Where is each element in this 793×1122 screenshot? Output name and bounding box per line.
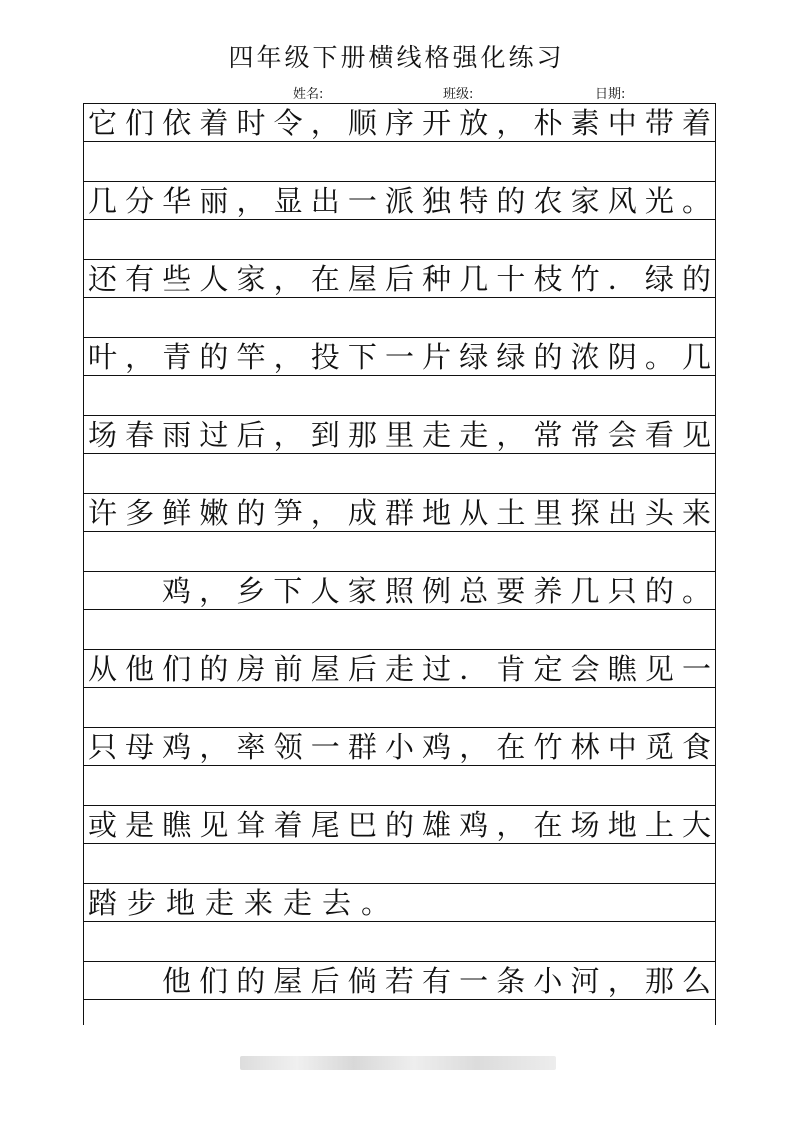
name-label: 姓名: (293, 87, 324, 102)
line-text: 只母鸡，率领一群小鸡，在竹林中觅食 (88, 730, 711, 764)
writing-line (84, 103, 715, 142)
line-text: 场春雨过后，到那里走走，常常会看见 (88, 418, 711, 452)
line-text: 它们依着时令，顺序开放，朴素中带着 (88, 106, 711, 140)
writing-line (84, 415, 715, 454)
writing-line (84, 181, 715, 220)
line-text: 踏步地走来走去。 (88, 886, 401, 920)
writing-sheet (83, 103, 716, 1025)
page-title: 四年级下册横线格强化练习 (228, 43, 565, 72)
writing-line (84, 259, 715, 298)
writing-line (84, 337, 715, 376)
writing-line (84, 493, 715, 532)
line-text: 从他们的房前屋后走过．肯定会瞧见一 (88, 652, 711, 686)
writing-line (84, 805, 715, 844)
line-text: 他们的屋后倘若有一条小河，那么 (162, 964, 711, 998)
line-text: 叶，青的竿，投下一片绿绿的浓阴。几 (88, 340, 711, 374)
writing-line (84, 961, 715, 1000)
date-label: 日期: (595, 87, 626, 102)
line-text: 几分华丽，显出一派独特的农家风光。 (88, 184, 711, 218)
writing-line (84, 571, 715, 610)
line-text: 许多鲜嫩的笋，成群地从土里探出头来 (88, 496, 711, 530)
line-text: 还有些人家，在屋后种几十枝竹．绿的 (88, 262, 711, 296)
line-text: 或是瞧见耸着尾巴的雄鸡，在场地上大 (88, 808, 711, 842)
writing-line (84, 727, 715, 766)
class-label: 班级: (443, 87, 474, 102)
line-text: 鸡，乡下人家照例总要养几只的。 (162, 574, 711, 608)
writing-line (84, 883, 715, 922)
blurred-watermark (240, 1056, 556, 1070)
writing-line (84, 649, 715, 688)
